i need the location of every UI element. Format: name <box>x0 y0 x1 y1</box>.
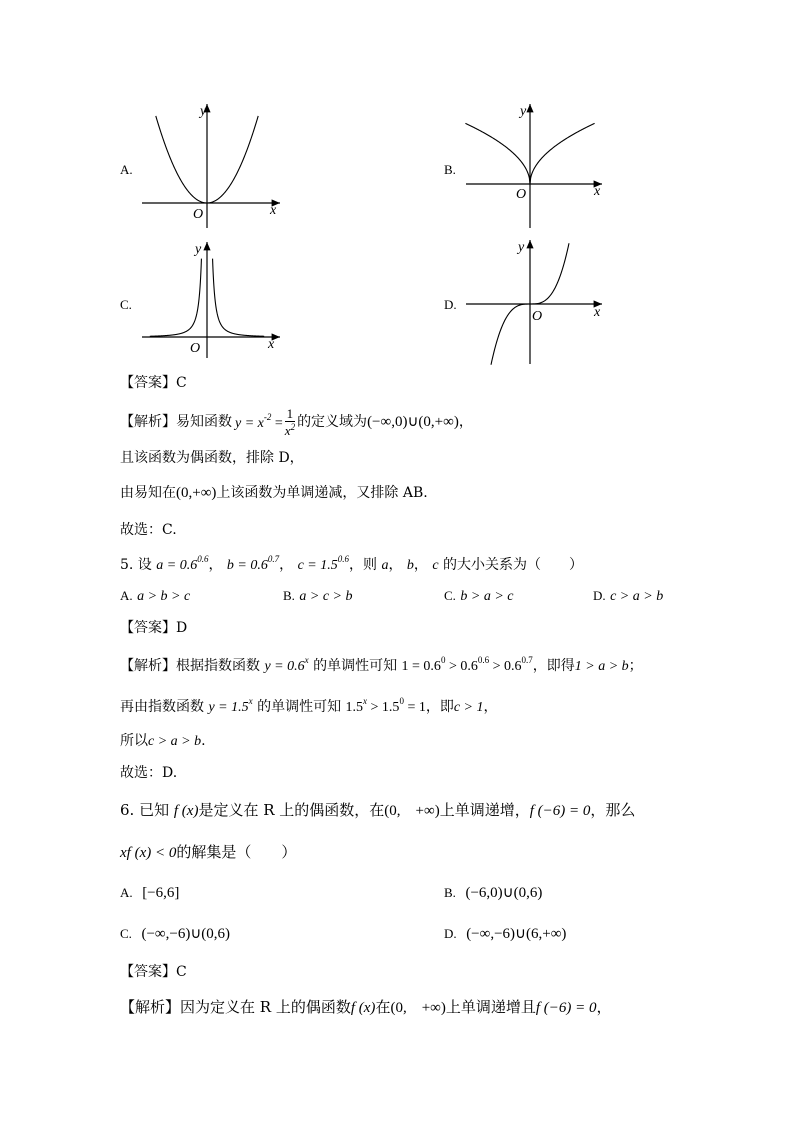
text: ， <box>483 699 498 715</box>
option-label: D. <box>444 297 457 312</box>
chain-1: > 0.6 <box>445 659 478 674</box>
result-expr: c > 1 <box>453 700 484 715</box>
q4-conclusion: 故选：C. <box>120 522 177 538</box>
interval-expr: (0, +∞) <box>384 803 440 819</box>
text: 的定义域为 <box>297 414 368 430</box>
text: . <box>201 733 206 749</box>
exp-1: 0.6 <box>477 655 490 665</box>
function-expr <box>235 413 283 431</box>
analysis-tag: 【解析】 <box>120 998 181 1016</box>
text: 上单调递增， <box>439 801 530 819</box>
denominator <box>285 422 295 437</box>
x-label: x <box>270 203 277 218</box>
var-b: b <box>406 558 414 573</box>
y-label: y <box>200 104 207 119</box>
text: 的大小关系为（ ） <box>443 557 584 573</box>
q6-stem-line1 <box>120 803 635 819</box>
text: 5. 设 <box>120 557 152 573</box>
fn-base: y = 1.5 <box>208 700 249 715</box>
option-label: A. <box>120 588 133 603</box>
y-label: y <box>520 104 527 119</box>
q6-analysis-line1 <box>120 1000 612 1016</box>
cond-expr: f (−6) = 0 <box>529 803 591 819</box>
text: 是定义在 R 上的偶函数，在 <box>198 801 385 819</box>
option-text: (−∞,−6)∪(6,+∞) <box>466 926 567 942</box>
q5-option-a <box>120 589 190 604</box>
text: ，那么 <box>590 801 636 819</box>
inequality-expr: xf (x) < 0 <box>120 845 177 861</box>
text: 的单调性可知 <box>313 658 398 674</box>
domain-expr: (−∞,0)∪(0,+∞) <box>367 413 459 430</box>
b-base: b = 0.6 <box>226 558 268 573</box>
q4-analysis-line1 <box>120 408 473 436</box>
exp-0: x <box>363 696 368 706</box>
option-label: C. <box>444 588 456 603</box>
fn-base: y = 0.6 <box>264 659 305 674</box>
exp-1: 0 <box>399 696 404 706</box>
text: 在 <box>375 998 391 1016</box>
chain-expr <box>345 696 426 715</box>
text: 所以 <box>120 733 148 749</box>
c-base: c = 1.5 <box>297 558 338 573</box>
cond-expr: f (−6) = 0 <box>535 1000 597 1016</box>
text: 由易知在 <box>120 485 176 501</box>
text: 易知函数 <box>176 414 232 430</box>
y-label: y <box>518 240 525 255</box>
text: 因为定义在 R 上的偶函数 <box>180 998 351 1016</box>
origin-label: O <box>193 207 204 222</box>
chain-2: = 1 <box>403 700 426 715</box>
fn-lhs: y = x <box>235 416 264 431</box>
numerator: 1 <box>286 406 294 421</box>
x-label: x <box>594 184 601 199</box>
origin-label: O <box>516 187 527 202</box>
graph-a <box>140 100 290 230</box>
chain-1: > 1.5 <box>367 700 400 715</box>
option-text: (−6,0)∪(0,6) <box>465 885 543 901</box>
text: ，则 <box>349 557 377 573</box>
chain-0: 1 = 0.6 <box>401 659 441 674</box>
text: 6. 已知 <box>120 801 170 819</box>
interval-expr: (0, +∞) <box>390 1000 446 1016</box>
q6-stem-line2 <box>120 845 296 861</box>
origin-label: O <box>532 309 543 324</box>
x-label: x <box>594 305 601 320</box>
fx-expr: f (x) <box>350 1000 376 1016</box>
option-label: D. <box>444 926 457 941</box>
den-exp: 2 <box>290 422 296 432</box>
chain-0: 1.5 <box>345 700 364 715</box>
a-exp: 0.6 <box>197 554 209 564</box>
q5-conclusion: 故选：D. <box>120 765 178 781</box>
option-text: (−∞,−6)∪(0,6) <box>141 926 231 942</box>
b-def <box>226 554 280 573</box>
exp-0: 0 <box>440 655 446 665</box>
text: ， <box>208 557 223 573</box>
result-expr: 1 > a > b <box>574 659 629 674</box>
fraction <box>285 407 295 437</box>
q5-option-d <box>593 589 663 604</box>
q5-stem <box>120 555 583 573</box>
q5-option-b <box>283 589 352 604</box>
analysis-tag: 【解析】 <box>120 658 176 674</box>
fn-expr <box>208 696 253 715</box>
fn-exp: x <box>248 696 253 706</box>
text: 上单调递增且 <box>445 998 536 1016</box>
option-text: c > a > b <box>610 589 664 604</box>
option-label: A. <box>120 885 133 900</box>
graph-b <box>462 100 612 230</box>
c-def <box>297 554 349 573</box>
y-label: y <box>195 242 202 257</box>
b-exp: 0.7 <box>267 554 280 564</box>
exp-2: 0.7 <box>521 655 533 665</box>
analysis-tag: 【解析】 <box>120 414 176 430</box>
q4-analysis-line2: 且该函数为偶函数，排除 D， <box>120 450 304 466</box>
graph-d <box>462 236 612 366</box>
var-c: c <box>432 558 439 573</box>
text: 上该函数为单调递减，又排除 AB. <box>216 485 428 501</box>
q5-analysis-line2 <box>120 697 498 715</box>
option-label: C. <box>120 297 132 312</box>
x-label: x <box>268 337 275 352</box>
text: ， <box>388 557 403 573</box>
result-expr: c > a > b <box>148 734 202 749</box>
fx-expr: f (x) <box>173 803 199 819</box>
graph-c <box>140 238 290 363</box>
text: ， <box>413 557 428 573</box>
text: ， <box>279 557 294 573</box>
var-a: a <box>381 558 389 573</box>
fn-exp: -2 <box>263 412 272 422</box>
den-base: x <box>284 423 291 438</box>
a-def <box>156 554 209 573</box>
text: ，即得 <box>532 658 575 674</box>
q6-option-a <box>120 885 179 901</box>
q6-answer: 【答案】C <box>120 964 187 980</box>
interval-expr: (0,+∞) <box>176 485 217 501</box>
option-text: [−6,6] <box>142 885 180 901</box>
text: 的单调性可知 <box>257 699 342 715</box>
c-exp: 0.6 <box>337 554 349 564</box>
fn-expr <box>264 655 309 674</box>
q6-option-c <box>120 926 230 942</box>
text: 根据指数函数 <box>176 658 260 674</box>
option-text: b > a > c <box>460 589 514 604</box>
option-label: B. <box>444 162 456 177</box>
option-label: D. <box>593 588 606 603</box>
q6-option-d <box>444 926 566 942</box>
chain-expr <box>401 655 533 674</box>
option-label: C. <box>120 926 132 941</box>
fn-exp: x <box>304 655 309 665</box>
option-label: B. <box>283 588 295 603</box>
option-text: a > b > c <box>137 589 191 604</box>
q6-option-b <box>444 885 542 901</box>
q5-analysis-line1 <box>120 656 643 674</box>
option-text: a > c > b <box>299 589 353 604</box>
option-label: B. <box>444 885 456 900</box>
q5-option-c <box>444 589 513 604</box>
text: ； <box>628 658 643 674</box>
chain-2: > 0.6 <box>489 659 522 674</box>
text: ， <box>596 998 612 1016</box>
text: 的解集是（ ） <box>176 843 297 861</box>
text: 再由指数函数 <box>120 699 204 715</box>
q4-answer: 【答案】C <box>120 375 187 391</box>
q4-analysis-line3 <box>120 486 428 501</box>
q5-answer: 【答案】D <box>120 620 188 636</box>
a-base: a = 0.6 <box>156 558 198 573</box>
text: ， <box>458 414 473 430</box>
q5-analysis-line3 <box>120 734 206 749</box>
fn-eq: = <box>271 416 283 431</box>
text: ，即 <box>425 699 454 715</box>
option-label: A. <box>120 162 133 177</box>
origin-label: O <box>190 341 201 356</box>
